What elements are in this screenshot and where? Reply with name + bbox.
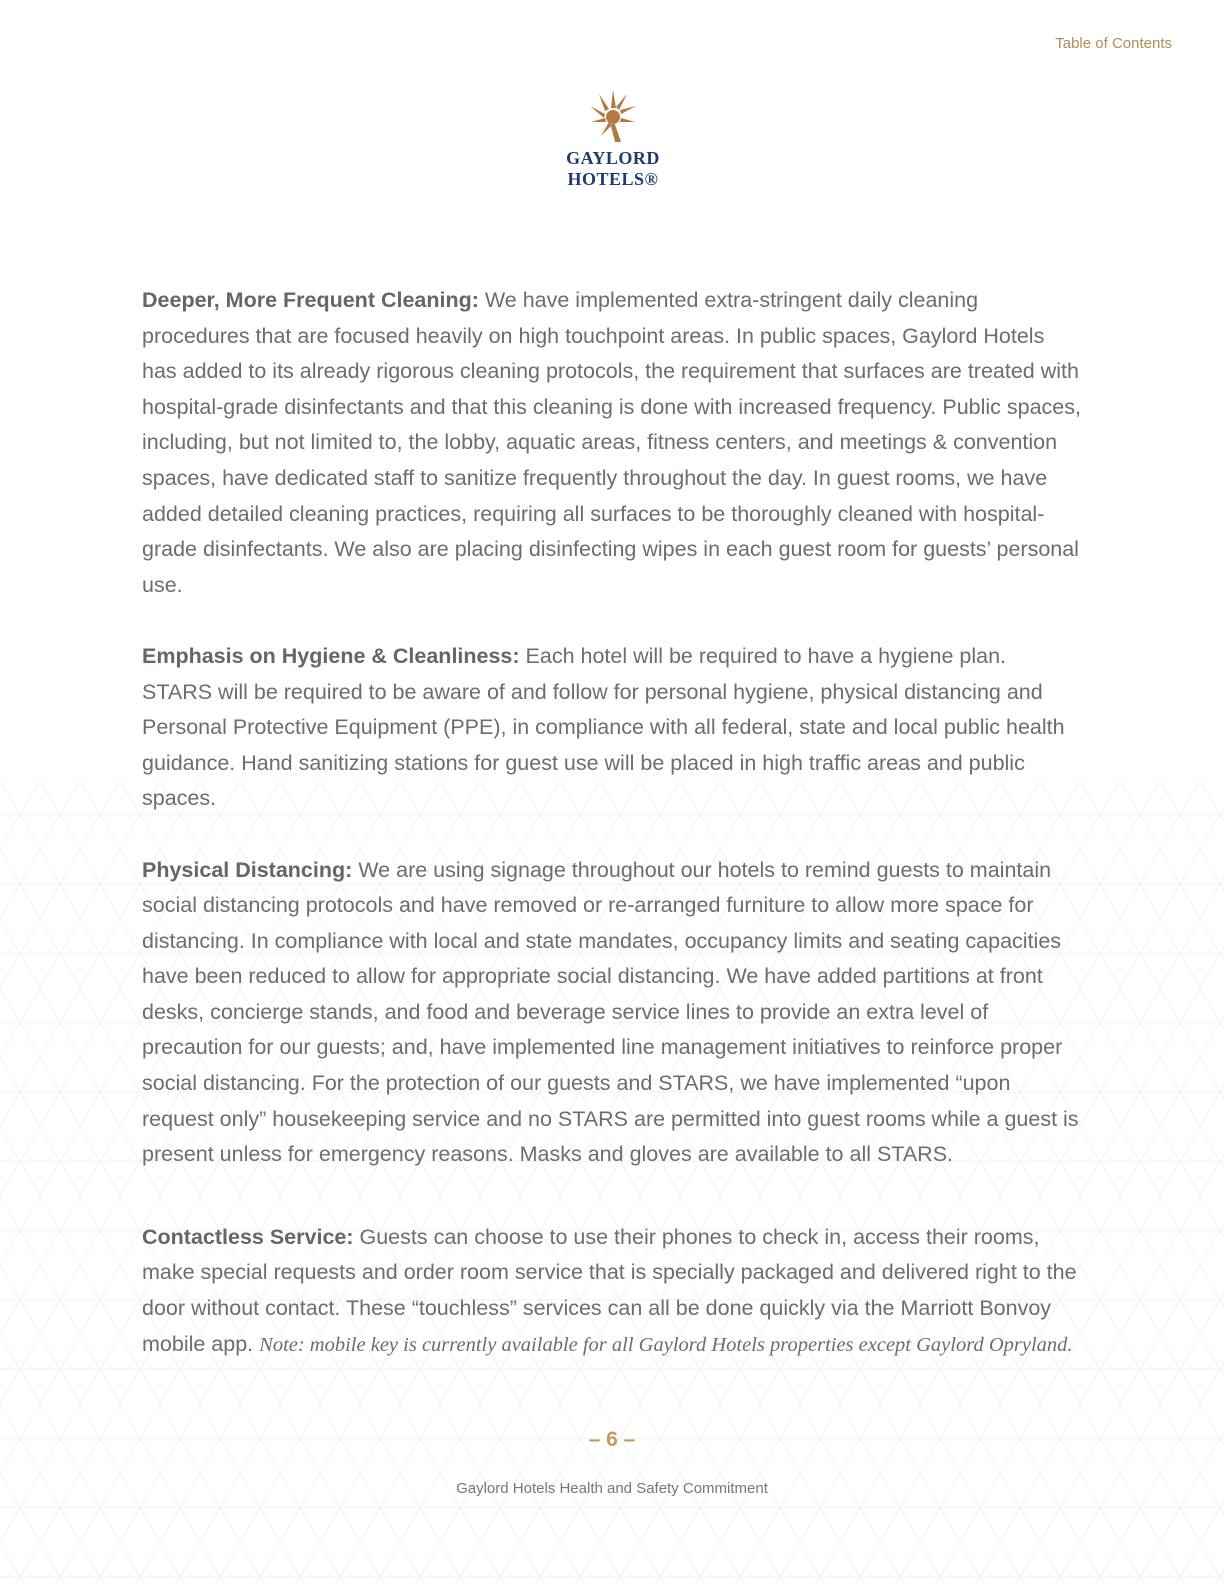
paragraph-text: Each hotel will be required to have a hygiene plan. STARS will be required to be aware of and follow for personal hygiene, physical distancing and Personal Protective Equipment (PPE), in compliance with all federal, state and local public health guidance. Hand sanitizing stations for guest use will be placed in high traffic areas and public spaces. xyxy=(142,643,1065,811)
paragraph-heading: Contactless Service: xyxy=(142,1224,354,1249)
paragraph-text: We have implemented extra-stringent daily cleaning procedures that are focused heavily on high touchpoint areas. In public spaces, Gaylord Hotels has added to its already rigorous cleaning protocols, the requirement that surfaces are treated with hospital-grade disinfectants and that this cleaning is done with increased frequency. Public spaces, including, but not limited to, the lobby, aquatic areas, fitness centers, and meetings & convention spaces, have dedicated staff to sanitize frequently throughout the day. In guest rooms, we have added detailed cleaning practices, requiring all surfaces to be thoroughly cleaned with hospital-grade disinfectants. We also are placing disinfecting wipes in each guest room for guests’ personal use. xyxy=(142,288,1081,597)
footer-title: Gaylord Hotels Health and Safety Commitment xyxy=(456,1480,768,1497)
sun-emblem-icon xyxy=(581,86,645,146)
paragraph-distancing xyxy=(142,853,1082,1173)
logo-text-hotels: HOTELS® xyxy=(567,169,659,189)
paragraph-heading: Physical Distancing: xyxy=(142,857,353,882)
paragraph-heading: Deeper, More Frequent Cleaning: xyxy=(142,288,479,312)
paragraph-cleaning xyxy=(142,283,1082,603)
paragraph-hygiene xyxy=(142,639,1082,817)
paragraph-contactless xyxy=(142,1220,1082,1363)
paragraph-heading: Emphasis on Hygiene & Cleanliness: xyxy=(142,643,520,668)
page-number: – 6 – xyxy=(588,1428,636,1451)
document-body xyxy=(142,283,1082,1399)
paragraph-text: Guests can choose to use their phones to check in, access their rooms, make special requests and order room service that is specially packaged and delivered right to the door without contact. These “touchless” services can all be done quickly via the Marriott Bonvoy mobile app. xyxy=(142,1224,1077,1356)
paragraph-note: Note: mobile key is currently available for all Gaylord Hotels properties except Gaylord Opryland. xyxy=(259,1333,1073,1356)
paragraph-text: We are using signage throughout our hotels to remind guests to maintain social distancing protocols and have removed or re-arranged furniture to allow more space for distancing. In compliance with local and state mandates, occupancy limits and seating capacities have been reduced to allow for appropriate social distancing. We have added partitions at front desks, concierge stands, and food and beverage service lines to provide an extra level of precaution for our guests; and, have implemented line management initiatives to reinforce proper social distancing. For the protection of our guests and STARS, we have implemented “upon request only” housekeeping service and no STARS are permitted into guest rooms while a guest is present unless for emergency reasons. Masks and gloves are available to all STARS. xyxy=(142,857,1079,1167)
gaylord-hotels-logo xyxy=(548,86,678,196)
table-of-contents-link[interactable]: Table of Contents xyxy=(1055,35,1172,52)
logo-text-gaylord: GAYLORD xyxy=(566,148,660,168)
